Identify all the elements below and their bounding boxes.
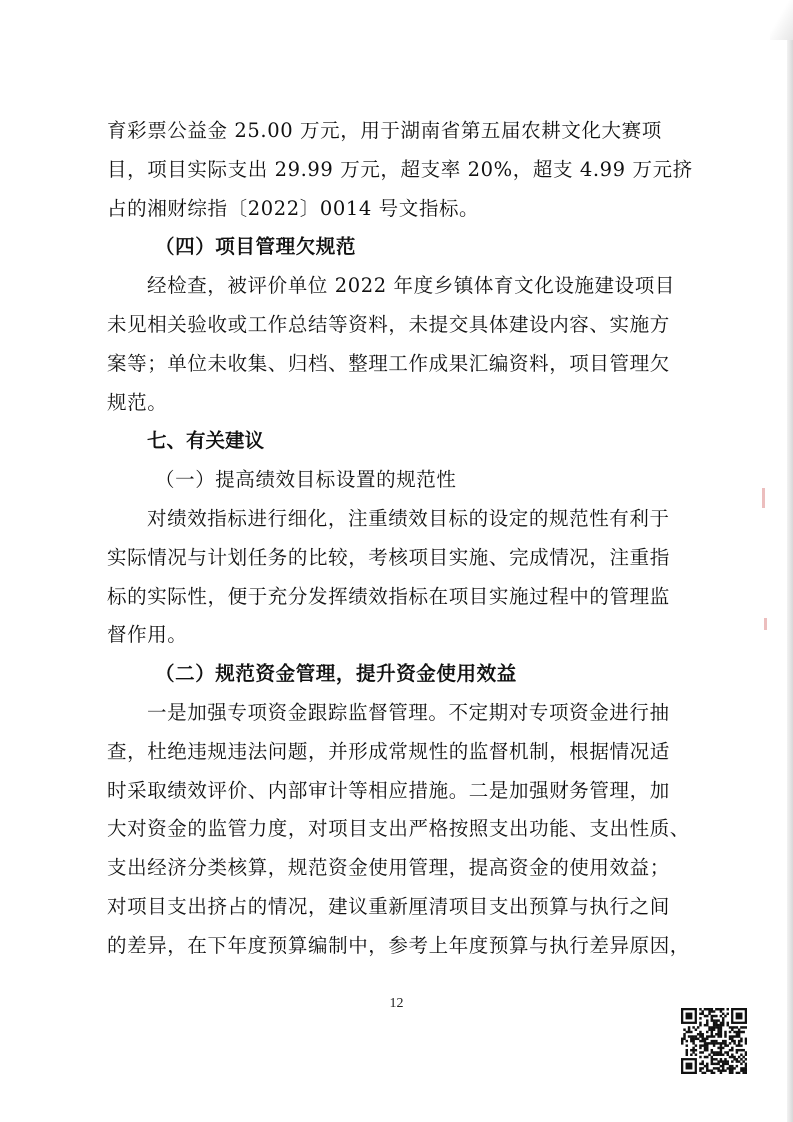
paragraph-line: 案等；单位未收集、归档、整理工作成果汇编资料，项目管理欠 (107, 351, 670, 375)
page-number: 12 (389, 996, 404, 1011)
paragraph-line: 大对资金的监管力度，对项目支出严格按照支出功能、支出性质、 (107, 817, 690, 841)
paragraph-line: 时采取绩效评价、内部审计等相应措施。二是加强财务管理，加 (107, 778, 670, 802)
scan-corner (770, 0, 793, 40)
paragraph-line: 未见相关验收或工作总结等资料，未提交具体建设内容、实施方 (107, 312, 670, 336)
paragraph-line: 一是加强专项资金跟踪监督管理。不定期对专项资金进行抽 (147, 700, 670, 724)
subsection-heading: （一）提高绩效目标设置的规范性 (155, 468, 457, 492)
section-heading: 七、有关建议 (147, 429, 265, 453)
paragraph-line: 占的湘财综指〔2022〕0014 号文指标。 (107, 196, 480, 220)
paragraph-line: 实际情况与计划任务的比较，考核项目实施、完成情况，注重指 (107, 545, 670, 569)
scan-mark (762, 488, 765, 508)
paragraph-line: 标的实际性，便于充分发挥绩效指标在项目实施过程中的管理监 (107, 584, 670, 608)
paragraph-line: 的差异，在下年度预算编制中，参考上年度预算与执行差异原因， (107, 933, 690, 957)
paragraph-line: 育彩票公益金 25.00 万元，用于湖南省第五届农耕文化大赛项 (107, 119, 662, 142)
paragraph-line: 督作用。 (107, 623, 188, 647)
paragraph-line: 对绩效指标进行细化，注重绩效目标的设定的规范性有利于 (147, 506, 670, 530)
qr-code-icon (681, 1008, 747, 1074)
paragraph-line: 对项目支出挤占的情况，建议重新厘清项目支出预算与执行之间 (107, 894, 670, 918)
paragraph-line: 目，项目实际支出 29.99 万元，超支率 20%，超支 4.99 万元挤 (107, 157, 693, 181)
paragraph-line: 查，杜绝违规违法问题，并形成常规性的监督机制，根据情况适 (107, 739, 670, 763)
subsection-heading: （四）项目管理欠规范 (155, 235, 357, 259)
document-body (107, 112, 693, 966)
paragraph-line: 经检查，被评价单位 2022 年度乡镇体育文化设施建设项目 (147, 274, 675, 298)
subsection-heading: （二）规范资金管理，提升资金使用效益 (155, 662, 517, 686)
scan-mark (764, 618, 767, 630)
paragraph-line: 支出经济分类核算，规范资金使用管理，提高资金的使用效益； (107, 856, 670, 880)
paragraph-line: 规范。 (107, 390, 168, 414)
scan-edge (787, 0, 793, 1122)
